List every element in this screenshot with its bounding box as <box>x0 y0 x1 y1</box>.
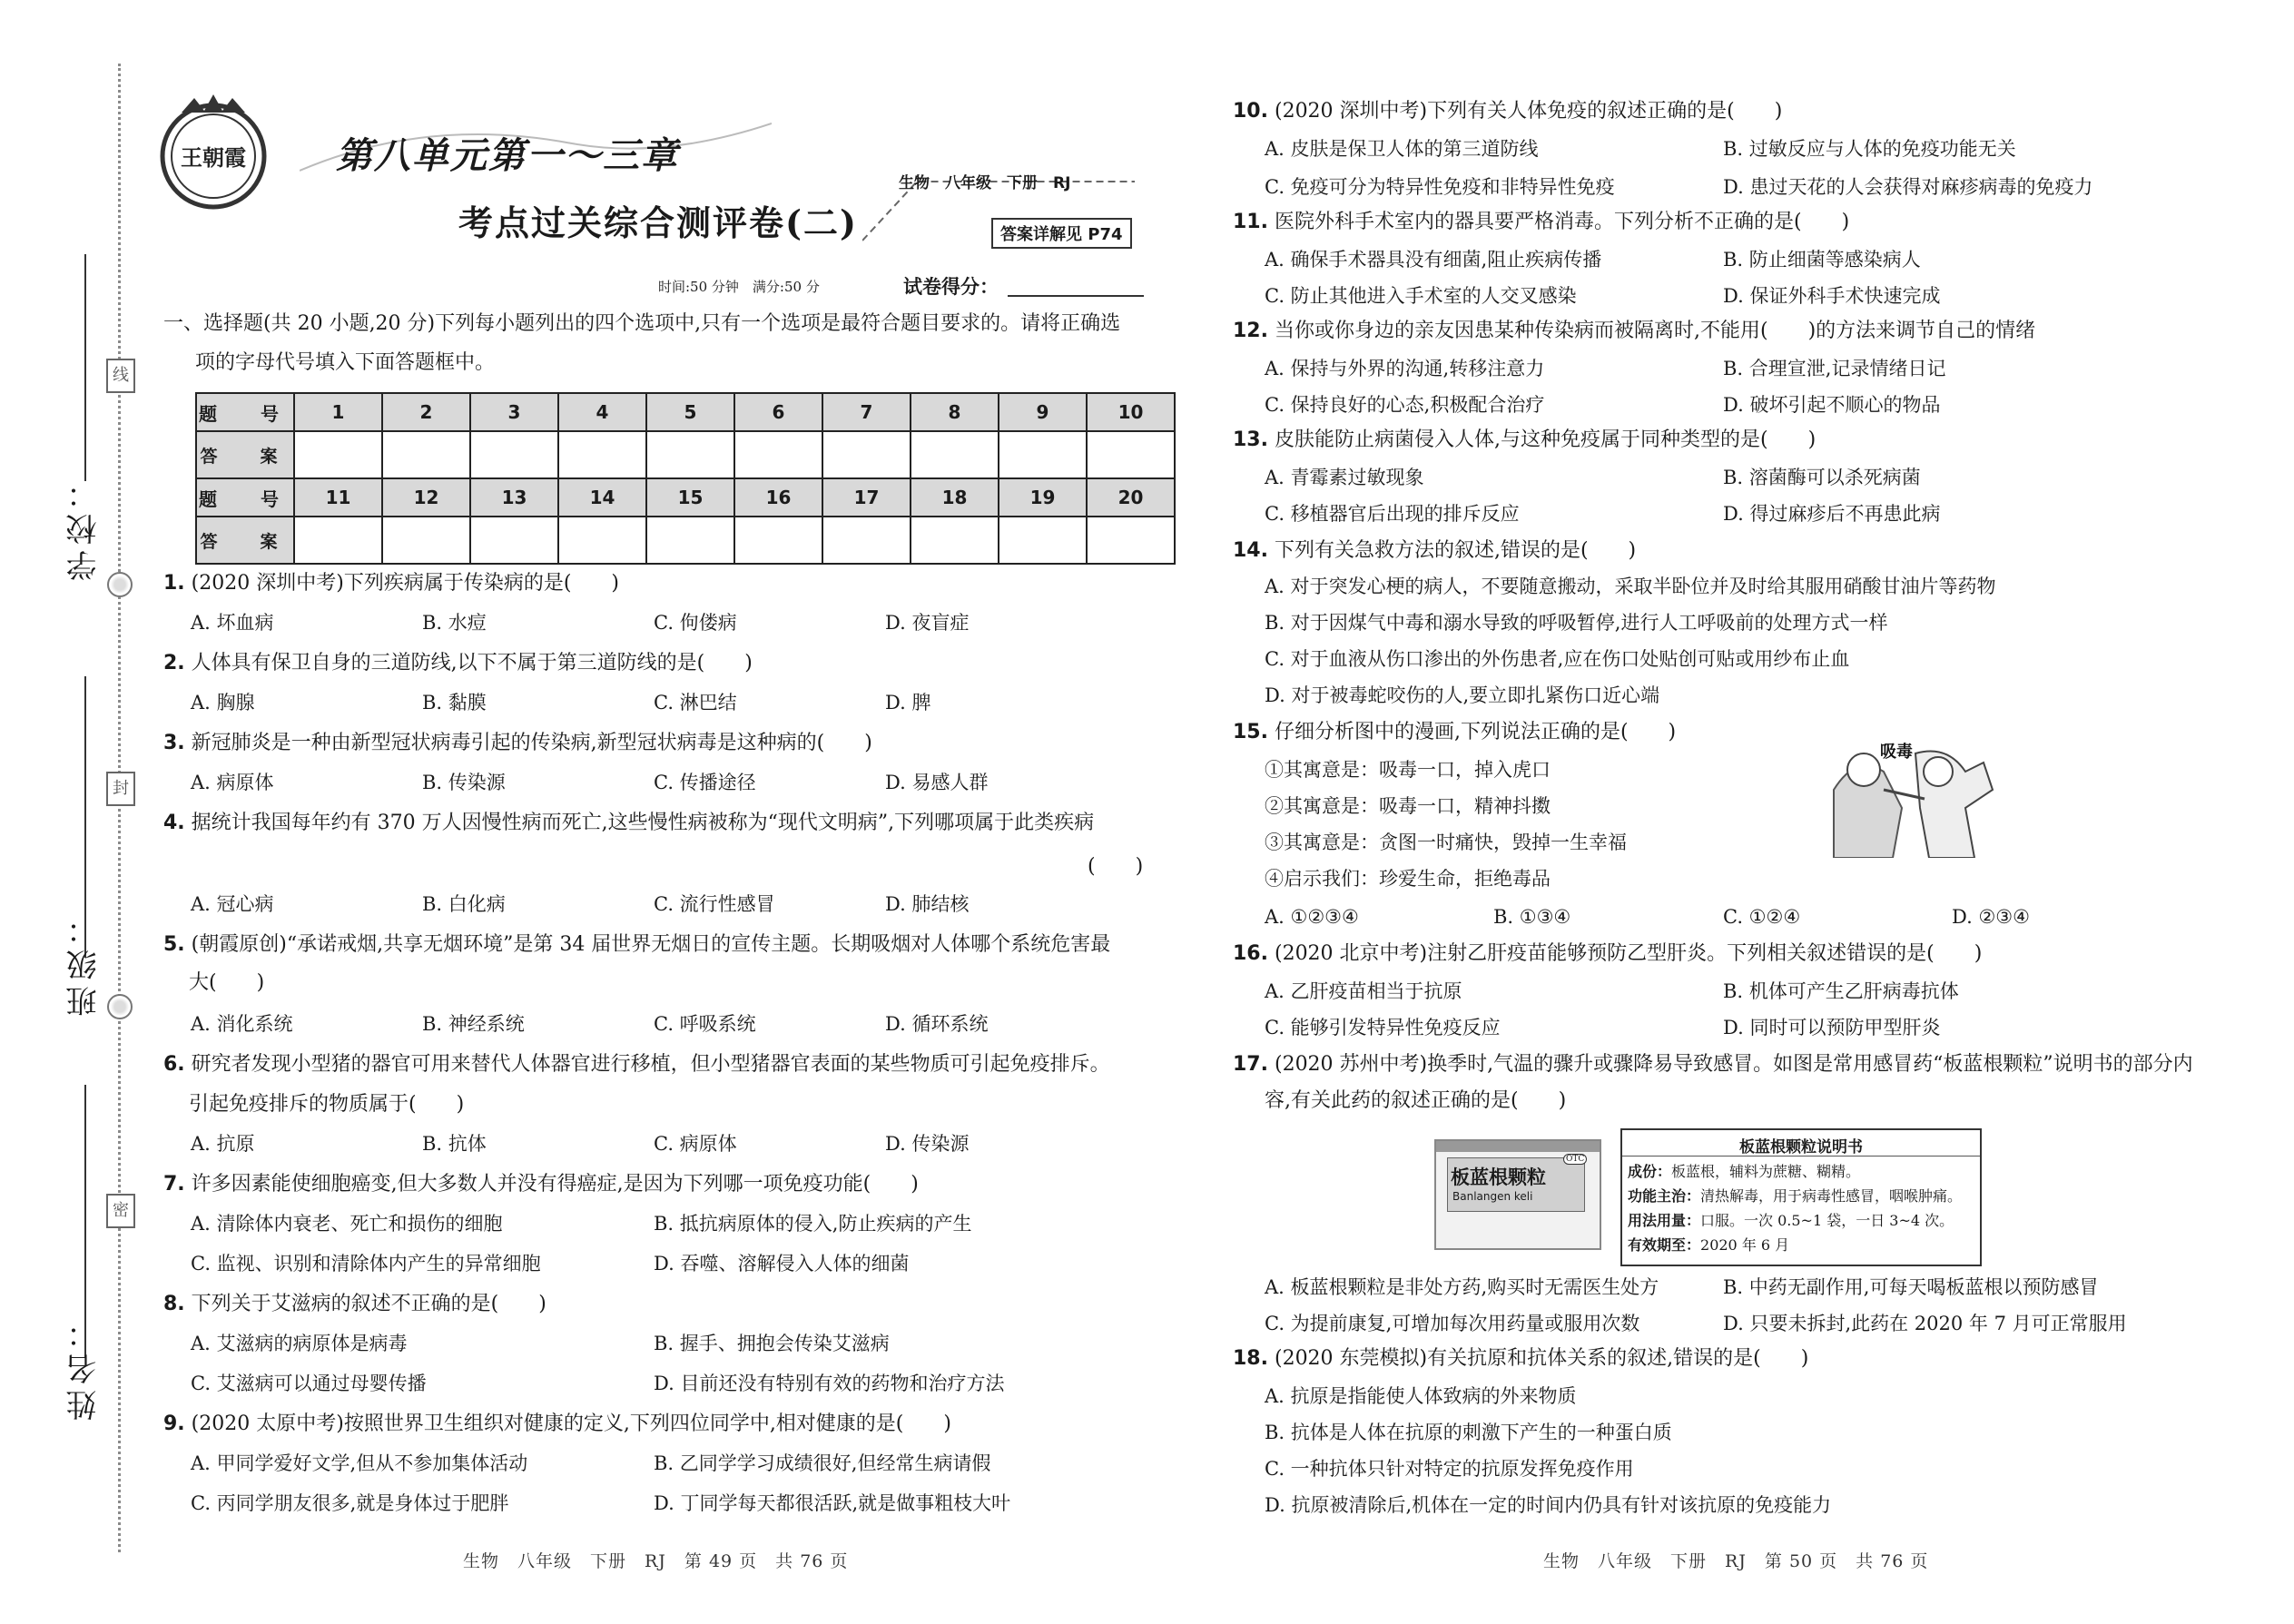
answer-cell[interactable] <box>822 517 911 564</box>
answer-cell[interactable] <box>1087 431 1175 478</box>
option-b[interactable]: B. 乙同学学习成绩很好,但经常生病请假 <box>654 1452 991 1474</box>
seal-mark-seal: 封 <box>106 772 135 806</box>
page-footer-left: 生物 八年级 下册 RJ 第 49 页 共 76 页 <box>463 1551 849 1571</box>
option-b[interactable]: B. 抗体 <box>422 1133 487 1155</box>
grid-q-num: 14 <box>558 478 646 517</box>
question-4: 4. 据统计我国每年约有 370 万人因慢性病而死亡,这些慢性病被称为“现代文明病”,下列哪项属于此类疾病 <box>163 812 1095 834</box>
unit-title: 第八单元第一～三章 <box>336 135 679 177</box>
option-c[interactable]: C. 呼吸系统 <box>654 1013 756 1035</box>
grid-q-num: 17 <box>822 478 911 517</box>
question-stem: 许多因素能使细胞癌变,但大多数人并没有得癌症,是因为下列哪一项免疫功能( ) <box>191 1173 919 1196</box>
box-name: 板蓝根颗粒 <box>1451 1166 1546 1188</box>
option-c[interactable]: C. 淋巴结 <box>654 692 737 714</box>
question-1: 1. (2020 深圳中考)下列疾病属于传染病的是( ) <box>163 572 619 595</box>
grid-q-num: 12 <box>382 478 470 517</box>
name-label: 姓名： <box>66 1312 103 1421</box>
question-stem: 仔细分析图中的漫画,下列说法正确的是( ) <box>1274 721 1677 743</box>
question-16: 16. (2020 北京中考)注射乙肝疫苗能够预防乙型肝炎。下列相关叙述错误的是( ) <box>1233 942 1983 965</box>
question-stem: (2020 苏州中考)换季时,气温的骤升或骤降易导致感冒。如图是常用感冒药“板蓝根颗粒”说明书的部分内 <box>1274 1053 2193 1076</box>
option-b[interactable]: B. 过敏反应与人体的免疫功能无关 <box>1723 138 2016 160</box>
answer-reference: 答案详解见 P74 <box>991 218 1132 249</box>
option-b[interactable]: B. 对于因煤气中毒和溺水导致的呼吸暂停,进行人工呼吸前的处理方式一样 <box>1265 612 1888 634</box>
option-a[interactable]: A. 冠心病 <box>191 893 274 915</box>
cartoon-label: 吸毒 <box>1880 743 1913 762</box>
exam-title: 考点过关综合测评卷(二) <box>458 202 858 243</box>
question-stem: (2020 北京中考)注射乙肝疫苗能够预防乙型肝炎。下列相关叙述错误的是( ) <box>1274 942 1983 965</box>
question-stem: (朝霞原创)“承诺戒烟,共享无烟环境”是第 34 届世界无烟日的宣传主题。长期吸烟对人体哪个系统危害最 <box>191 933 1111 956</box>
manual-value: 口服。一次 0.5~1 袋，一日 3~4 次。 <box>1700 1212 1954 1229</box>
question-stem: 据统计我国每年约有 370 万人因慢性病而死亡,这些慢性病被称为“现代文明病”,下列哪项属于此类疾病 <box>191 812 1095 834</box>
grid-q-num: 10 <box>1087 393 1175 431</box>
option-d[interactable]: D. 易感人群 <box>885 772 989 793</box>
option-a[interactable]: A. 病原体 <box>191 772 274 793</box>
box-pinyin: Banlangen keli <box>1452 1190 1533 1203</box>
otc-badge: OTC <box>1563 1154 1587 1165</box>
option-a[interactable]: A. 青霉素过敏现象 <box>1265 467 1424 488</box>
question-stem: 当你或你身边的亲友因患某种传染病而被隔离时,不能用( )的方法来调节自己的情绪 <box>1274 320 2036 342</box>
option-d[interactable]: D. 只要未拆封,此药在 2020 年 7 月可正常服用 <box>1723 1313 2127 1334</box>
logo-icon <box>154 91 272 213</box>
option-b[interactable]: B. 白化病 <box>422 893 506 915</box>
manual-key: 有效期至： <box>1628 1236 1701 1254</box>
question-2: 2. 人体具有保卫自身的三道防线,以下不属于第三道防线的是( ) <box>163 652 753 674</box>
option-b[interactable]: B. 神经系统 <box>422 1013 525 1035</box>
binding-hole <box>107 994 133 1019</box>
manual-title: 板蓝根颗粒说明书 <box>1622 1130 1980 1156</box>
question-3: 3. 新冠肺炎是一种由新型冠状病毒引起的传染病,新型冠状病毒是这种病的( ) <box>163 732 872 754</box>
option-d[interactable]: D. 夜盲症 <box>885 612 970 634</box>
manual-key: 功能主治： <box>1628 1187 1701 1205</box>
option-b[interactable]: B. 溶菌酶可以杀死病菌 <box>1723 467 1921 488</box>
option-d[interactable]: D. ②③④ <box>1952 906 2030 928</box>
question-stem: 医院外科手术室内的器具要严格消毒。下列分析不正确的是( ) <box>1274 211 1850 233</box>
question-stem: (2020 东莞模拟)有关抗原和抗体关系的叙述,错误的是( ) <box>1274 1347 1809 1370</box>
option-a[interactable]: A. 清除体内衰老、死亡和损伤的细胞 <box>191 1213 503 1235</box>
option-a[interactable]: A. 抗原是指能使人体致病的外来物质 <box>1265 1385 1577 1407</box>
grid-q-num: 1 <box>294 393 382 431</box>
option-d[interactable]: D. 患过天花的人会获得对麻疹病毒的免疫力 <box>1723 176 2093 198</box>
answer-cell[interactable] <box>734 431 822 478</box>
answer-cell[interactable] <box>1087 517 1175 564</box>
answer-cell[interactable] <box>646 517 734 564</box>
answer-cell[interactable] <box>470 517 558 564</box>
option-c[interactable]: C. 能够引发特异性免疫反应 <box>1265 1017 1501 1038</box>
answer-cell[interactable] <box>470 431 558 478</box>
grid-q-num: 5 <box>646 393 734 431</box>
answer-cell[interactable] <box>734 517 822 564</box>
question-stem-cont: 大( ) <box>189 971 265 994</box>
option-b[interactable]: B. ①③④ <box>1493 906 1571 928</box>
answer-cell[interactable] <box>294 517 382 564</box>
question-9: 9. (2020 太原中考)按照世界卫生组织对健康的定义,下列四位同学中,相对健康的是( ) <box>163 1412 951 1435</box>
answer-cell[interactable] <box>382 517 470 564</box>
statement-4: ④启示我们：珍爱生命，拒绝毒品 <box>1265 868 1551 890</box>
option-b[interactable]: B. 合理宣泄,记录情绪日记 <box>1723 358 1946 379</box>
option-d[interactable]: D. 得过麻疹后不再患此病 <box>1723 503 1941 525</box>
answer-cell[interactable] <box>911 517 999 564</box>
answer-cell[interactable] <box>822 431 911 478</box>
grid-q-num: 8 <box>911 393 999 431</box>
option-c[interactable]: C. 流行性感冒 <box>654 893 775 915</box>
answer-cell[interactable] <box>558 517 646 564</box>
option-c[interactable]: C. 佝偻病 <box>654 612 737 634</box>
seal-mark-line: 线 <box>106 359 135 393</box>
option-a[interactable]: A. 消化系统 <box>191 1013 293 1035</box>
question-stem: 下列关于艾滋病的叙述不正确的是( ) <box>191 1293 546 1315</box>
option-d[interactable]: D. 传染源 <box>885 1133 970 1155</box>
grid-q-num: 3 <box>470 393 558 431</box>
option-b[interactable]: B. 防止细菌等感染病人 <box>1723 249 1921 271</box>
option-d[interactable]: D. 目前还没有特别有效的药物和治疗方法 <box>654 1373 1005 1394</box>
option-d[interactable]: D. 同时可以预防甲型肝炎 <box>1723 1017 1941 1038</box>
option-a[interactable]: A. 抗原 <box>191 1133 255 1155</box>
answer-paren: ( ) <box>1088 855 1144 878</box>
question-stem: (2020 太原中考)按照世界卫生组织对健康的定义,下列四位同学中,相对健康的是( ) <box>191 1412 951 1435</box>
grid-q-num: 11 <box>294 478 382 517</box>
option-b[interactable]: B. 水痘 <box>422 612 487 634</box>
grid-a-label: 答 案 <box>196 517 294 564</box>
option-d[interactable]: D. 破坏引起不顺心的物品 <box>1723 394 1941 416</box>
option-a[interactable]: A. 艾滋病的病原体是病毒 <box>191 1333 408 1354</box>
grid-q-num: 9 <box>999 393 1087 431</box>
manual-value: 清热解毒，用于病毒性感冒，咽喉肿痛。 <box>1700 1187 1963 1205</box>
option-b[interactable]: B. 中药无副作用,可每天喝板蓝根以预防感冒 <box>1723 1276 2099 1298</box>
statement-1: ①其寓意是：吸毒一口，掉入虎口 <box>1265 759 1551 781</box>
grid-q-label: 题 号 <box>196 393 294 431</box>
grid-q-num: 18 <box>911 478 999 517</box>
option-d[interactable]: D. 吞噬、溶解侵入人体的细菌 <box>654 1253 910 1275</box>
grid-q-num: 4 <box>558 393 646 431</box>
grid-q-num: 2 <box>382 393 470 431</box>
question-6: 6. 研究者发现小型猪的器官可用来替代人体器官进行移植，但小型猪器官表面的某些物质可引起免疫排斥。 <box>163 1053 1110 1076</box>
option-c[interactable]: C. 艾滋病可以通过母婴传播 <box>191 1373 427 1394</box>
option-c[interactable]: C. 传播途径 <box>654 772 756 793</box>
option-d[interactable]: D. 抗原被清除后,机体在一定的时间内仍具有针对该抗原的免疫能力 <box>1265 1494 1832 1516</box>
option-c[interactable]: C. 保持良好的心态,积极配合治疗 <box>1265 394 1545 416</box>
question-10: 10. (2020 深圳中考)下列有关人体免疫的叙述正确的是( ) <box>1233 100 1783 123</box>
answer-cell[interactable] <box>911 431 999 478</box>
option-c[interactable]: C. 对于血液从伤口渗出的外伤患者,应在伤口处贴创可贴或用纱布止血 <box>1265 648 1850 670</box>
grid-q-num: 7 <box>822 393 911 431</box>
grid-a-label: 答 案 <box>196 431 294 478</box>
question-stem: 人体具有保卫自身的三道防线,以下不属于第三道防线的是( ) <box>191 652 753 674</box>
answer-cell[interactable] <box>558 431 646 478</box>
statement-2: ②其寓意是：吸毒一口，精神抖擞 <box>1265 795 1551 817</box>
school-label: 学校： <box>66 472 103 581</box>
option-d[interactable]: D. 对于被毒蛇咬伤的人,要立即扎紧伤口近心端 <box>1265 684 1660 706</box>
question-stem-cont: 引起免疫排斥的物质属于( ) <box>189 1093 465 1116</box>
option-a[interactable]: A. 甲同学爱好文学,但从不参加集体活动 <box>191 1452 528 1474</box>
question-stem: 新冠肺炎是一种由新型冠状病毒引起的传染病,新型冠状病毒是这种病的( ) <box>191 732 872 754</box>
option-c[interactable]: C. 病原体 <box>654 1133 737 1155</box>
answer-cell[interactable] <box>999 517 1087 564</box>
binding-hole <box>107 572 133 597</box>
option-c[interactable]: C. 免疫可分为特异性免疫和非特异性免疫 <box>1265 176 1615 198</box>
option-a[interactable]: A. 乙肝疫苗相当于抗原 <box>1265 980 1462 1002</box>
grid-q-num: 16 <box>734 478 822 517</box>
score-field[interactable] <box>1008 295 1144 297</box>
page-footer-right: 生物 八年级 下册 RJ 第 50 页 共 76 页 <box>1543 1551 1929 1571</box>
option-d[interactable]: D. 脾 <box>885 692 931 714</box>
cartoon-image <box>1829 735 2020 858</box>
option-c[interactable]: C. 移植器官后出现的排斥反应 <box>1265 503 1520 525</box>
section-instruction-2: 项的字母代号填入下面答题框中。 <box>195 351 496 374</box>
option-b[interactable]: B. 黏膜 <box>422 692 487 714</box>
manual-key: 用法用量： <box>1628 1212 1701 1229</box>
question-7: 7. 许多因素能使细胞癌变,但大多数人并没有得癌症,是因为下列哪一项免疫功能( ) <box>163 1173 919 1196</box>
option-d[interactable]: D. 肺结核 <box>885 893 970 915</box>
question-stem: 皮肤能防止病菌侵入人体,与这种免疫属于同种类型的是( ) <box>1274 428 1816 451</box>
option-c[interactable]: C. 为提前康复,可增加每次用药量或服用次数 <box>1265 1313 1640 1334</box>
cut-line <box>118 64 121 1552</box>
question-stem: (2020 深圳中考)下列有关人体免疫的叙述正确的是( ) <box>1274 100 1783 123</box>
manual-value: 2020 年 6 月 <box>1700 1236 1790 1254</box>
subject-tags: 生物 八年级 下册 RJ <box>899 174 1071 192</box>
grid-q-num: 19 <box>999 478 1087 517</box>
option-b[interactable]: B. 抵抗病原体的侵入,防止疾病的产生 <box>654 1213 972 1235</box>
question-5: 5. (朝霞原创)“承诺戒烟,共享无烟环境”是第 34 届世界无烟日的宣传主题。长期吸烟对人体哪个系统危害最 <box>163 933 1111 956</box>
option-b[interactable]: B. 握手、拥抱会传染艾滋病 <box>654 1333 890 1354</box>
question-18: 18. (2020 东莞模拟)有关抗原和抗体关系的叙述,错误的是( ) <box>1233 1347 1809 1370</box>
option-b[interactable]: B. 传染源 <box>422 772 506 793</box>
answer-cell[interactable] <box>382 431 470 478</box>
binding-margin <box>0 0 159 1624</box>
question-stem: 下列有关急救方法的叙述,错误的是( ) <box>1274 539 1637 562</box>
option-b[interactable]: B. 抗体是人体在抗原的刺激下产生的一种蛋白质 <box>1265 1422 1672 1443</box>
exam-meta: 时间:50 分钟 满分:50 分 <box>658 279 820 295</box>
grid-q-label: 题 号 <box>196 478 294 517</box>
option-a[interactable]: A. 坏血病 <box>191 612 274 634</box>
option-a[interactable]: A. 皮肤是保卫人体的第三道防线 <box>1265 138 1539 160</box>
grid-q-num: 6 <box>734 393 822 431</box>
question-8: 8. 下列关于艾滋病的叙述不正确的是( ) <box>163 1293 546 1315</box>
grid-q-num: 13 <box>470 478 558 517</box>
grid-q-num: 15 <box>646 478 734 517</box>
question-14: 14. 下列有关急救方法的叙述,错误的是( ) <box>1233 539 1637 562</box>
grid-q-num: 20 <box>1087 478 1175 517</box>
question-15: 15. 仔细分析图中的漫画,下列说法正确的是( ) <box>1233 721 1677 743</box>
manual-key: 成份： <box>1628 1163 1672 1180</box>
manual-value: 板蓝根，辅料为蔗糖、糊精。 <box>1671 1163 1861 1180</box>
option-c[interactable]: C. ①②④ <box>1723 906 1801 928</box>
option-b[interactable]: B. 机体可产生乙肝病毒抗体 <box>1723 980 1959 1002</box>
option-c[interactable]: C. 丙同学朋友很多,就是身体过于肥胖 <box>191 1492 509 1514</box>
option-a[interactable]: A. 板蓝根颗粒是非处方药,购买时无需医生处方 <box>1265 1276 1659 1298</box>
option-d[interactable]: D. 保证外科手术快速完成 <box>1723 285 1941 307</box>
svg-text:王朝霞: 王朝霞 <box>181 144 246 171</box>
section-instruction-1: 一、选择题(共 20 小题,20 分)下列每小题列出的四个选项中,只有一个选项是最符合题目要求的。请将正确选 <box>163 312 1121 335</box>
option-a[interactable]: A. ①②③④ <box>1265 906 1359 928</box>
seal-mark-secret: 密 <box>106 1194 135 1228</box>
option-c[interactable]: C. 一种抗体只针对特定的抗原发挥免疫作用 <box>1265 1458 1634 1480</box>
question-stem: (2020 深圳中考)下列疾病属于传染病的是( ) <box>191 572 619 595</box>
class-label: 班级： <box>66 908 103 1017</box>
question-stem-cont: 容,有关此药的叙述正确的是( ) <box>1265 1089 1567 1112</box>
answer-cell[interactable] <box>999 431 1087 478</box>
option-c[interactable]: C. 防止其他进入手术室的人交叉感染 <box>1265 285 1577 307</box>
medicine-manual <box>1620 1128 1982 1266</box>
option-a[interactable]: A. 确保手术器具没有细菌,阻止疾病传播 <box>1265 249 1602 271</box>
question-12: 12. 当你或你身边的亲友因患某种传染病而被隔离时,不能用( )的方法来调节自己的情绪 <box>1233 320 2036 342</box>
score-label: 试卷得分： <box>903 276 999 298</box>
question-11: 11. 医院外科手术室内的器具要严格消毒。下列分析不正确的是( ) <box>1233 211 1850 233</box>
option-d[interactable]: D. 丁同学每天都很活跃,就是做事粗枝大叶 <box>654 1492 1011 1514</box>
answer-cell[interactable] <box>646 431 734 478</box>
option-a[interactable]: A. 胸腺 <box>191 692 255 714</box>
question-17: 17. (2020 苏州中考)换季时,气温的骤升或骤降易导致感冒。如图是常用感冒药“板蓝根颗粒”说明书的部分内 <box>1233 1053 2193 1076</box>
option-a[interactable]: A. 保持与外界的沟通,转移注意力 <box>1265 358 1545 379</box>
option-a[interactable]: A. 对于突发心梗的病人，不要随意搬动，采取半卧位并及时给其服用硝酸甘油片等药物 <box>1265 576 1996 597</box>
statement-3: ③其寓意是：贪图一时痛快，毁掉一生幸福 <box>1265 832 1627 853</box>
option-c[interactable]: C. 监视、识别和清除体内产生的异常细胞 <box>191 1253 541 1275</box>
question-stem: 研究者发现小型猪的器官可用来替代人体器官进行移植，但小型猪器官表面的某些物质可引起免疫排斥。 <box>191 1053 1110 1076</box>
answer-cell[interactable] <box>294 431 382 478</box>
school-write-line <box>84 254 86 481</box>
answer-grid <box>195 392 1176 565</box>
medicine-box-image <box>1434 1139 1601 1250</box>
option-d[interactable]: D. 循环系统 <box>885 1013 989 1035</box>
question-13: 13. 皮肤能防止病菌侵入人体,与这种免疫属于同种类型的是( ) <box>1233 428 1816 451</box>
